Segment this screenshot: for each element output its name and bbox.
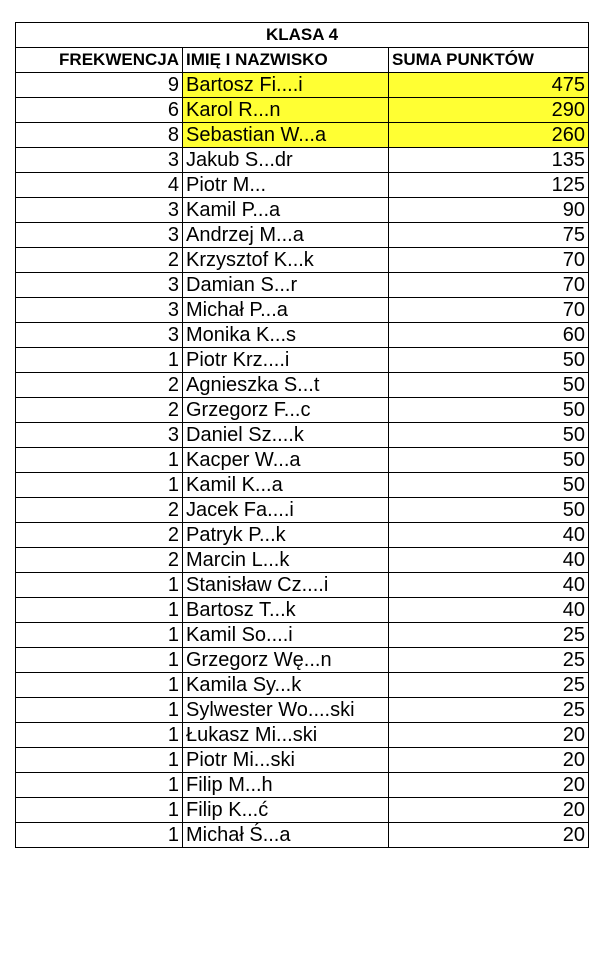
table-row [16, 298, 589, 323]
table-row [16, 173, 589, 198]
cell-suma-punktow: 25 [389, 623, 589, 648]
cell-frekwencja: 2 [16, 373, 183, 398]
cell-imie-nazwisko: Marcin L...k [183, 548, 389, 573]
cell-frekwencja: 3 [16, 198, 183, 223]
cell-suma-punktow: 40 [389, 548, 589, 573]
cell-suma-punktow: 20 [389, 773, 589, 798]
cell-suma-punktow: 40 [389, 523, 589, 548]
cell-suma-punktow: 125 [389, 173, 589, 198]
cell-imie-nazwisko: Grzegorz Wę...n [183, 648, 389, 673]
cell-suma-punktow: 75 [389, 223, 589, 248]
cell-frekwencja: 1 [16, 723, 183, 748]
table-body [16, 73, 589, 848]
cell-imie-nazwisko: Monika K...s [183, 323, 389, 348]
header-row [16, 48, 589, 73]
cell-suma-punktow: 70 [389, 248, 589, 273]
cell-imie-nazwisko: Piotr Mi...ski [183, 748, 389, 773]
cell-frekwencja: 3 [16, 323, 183, 348]
cell-frekwencja: 1 [16, 698, 183, 723]
cell-suma-punktow: 50 [389, 473, 589, 498]
table-row [16, 423, 589, 448]
cell-imie-nazwisko: Filip M...h [183, 773, 389, 798]
cell-frekwencja: 8 [16, 123, 183, 148]
cell-suma-punktow: 50 [389, 398, 589, 423]
cell-imie-nazwisko: Krzysztof K...k [183, 248, 389, 273]
cell-frekwencja: 1 [16, 348, 183, 373]
cell-imie-nazwisko: Kacper W...a [183, 448, 389, 473]
table-row [16, 73, 589, 98]
cell-frekwencja: 2 [16, 398, 183, 423]
cell-imie-nazwisko: Grzegorz F...c [183, 398, 389, 423]
table-row [16, 198, 589, 223]
cell-suma-punktow: 25 [389, 673, 589, 698]
table-row [16, 698, 589, 723]
cell-suma-punktow: 260 [389, 123, 589, 148]
table-row [16, 273, 589, 298]
cell-suma-punktow: 70 [389, 273, 589, 298]
ranking-table [15, 22, 589, 848]
cell-imie-nazwisko: Jakub S...dr [183, 148, 389, 173]
cell-frekwencja: 3 [16, 148, 183, 173]
cell-imie-nazwisko: Filip K...ć [183, 798, 389, 823]
cell-frekwencja: 3 [16, 423, 183, 448]
table-row [16, 523, 589, 548]
table-row [16, 748, 589, 773]
cell-suma-punktow: 20 [389, 723, 589, 748]
cell-imie-nazwisko: Michał P...a [183, 298, 389, 323]
header-frekwencja: FREKWENCJA [16, 48, 183, 73]
cell-imie-nazwisko: Agnieszka S...t [183, 373, 389, 398]
table-row [16, 648, 589, 673]
table-row [16, 373, 589, 398]
cell-imie-nazwisko: Karol R...n [183, 98, 389, 123]
cell-frekwencja: 2 [16, 523, 183, 548]
cell-imie-nazwisko: Kamila Sy...k [183, 673, 389, 698]
cell-suma-punktow: 60 [389, 323, 589, 348]
cell-frekwencja: 1 [16, 473, 183, 498]
cell-frekwencja: 3 [16, 223, 183, 248]
cell-frekwencja: 1 [16, 773, 183, 798]
cell-suma-punktow: 40 [389, 573, 589, 598]
cell-frekwencja: 6 [16, 98, 183, 123]
cell-imie-nazwisko: Kamil So....i [183, 623, 389, 648]
cell-imie-nazwisko: Stanisław Cz....i [183, 573, 389, 598]
cell-imie-nazwisko: Kamil K...a [183, 473, 389, 498]
cell-imie-nazwisko: Andrzej M...a [183, 223, 389, 248]
cell-suma-punktow: 25 [389, 698, 589, 723]
table-row [16, 673, 589, 698]
table-row [16, 348, 589, 373]
cell-suma-punktow: 50 [389, 373, 589, 398]
cell-frekwencja: 1 [16, 648, 183, 673]
cell-imie-nazwisko: Piotr M... [183, 173, 389, 198]
table-title: KLASA 4 [16, 23, 589, 48]
cell-frekwencja: 3 [16, 273, 183, 298]
cell-imie-nazwisko: Kamil P...a [183, 198, 389, 223]
table-row [16, 148, 589, 173]
cell-frekwencja: 3 [16, 298, 183, 323]
cell-suma-punktow: 70 [389, 298, 589, 323]
table-row [16, 573, 589, 598]
cell-frekwencja: 2 [16, 498, 183, 523]
cell-frekwencja: 1 [16, 623, 183, 648]
table-row [16, 248, 589, 273]
table-row [16, 548, 589, 573]
cell-suma-punktow: 25 [389, 648, 589, 673]
table-row [16, 798, 589, 823]
cell-suma-punktow: 50 [389, 498, 589, 523]
cell-suma-punktow: 50 [389, 448, 589, 473]
table-row [16, 98, 589, 123]
cell-frekwencja: 1 [16, 448, 183, 473]
table-row [16, 498, 589, 523]
cell-suma-punktow: 20 [389, 798, 589, 823]
cell-frekwencja: 1 [16, 573, 183, 598]
table-row [16, 723, 589, 748]
cell-imie-nazwisko: Daniel Sz....k [183, 423, 389, 448]
table-row [16, 773, 589, 798]
cell-frekwencja: 1 [16, 748, 183, 773]
cell-frekwencja: 1 [16, 798, 183, 823]
cell-imie-nazwisko: Piotr Krz....i [183, 348, 389, 373]
table-row [16, 223, 589, 248]
cell-suma-punktow: 290 [389, 98, 589, 123]
cell-frekwencja: 2 [16, 548, 183, 573]
table-row [16, 398, 589, 423]
cell-suma-punktow: 50 [389, 348, 589, 373]
header-suma-punktow: SUMA PUNKTÓW [389, 48, 589, 73]
cell-imie-nazwisko: Damian S...r [183, 273, 389, 298]
table-row [16, 473, 589, 498]
cell-suma-punktow: 20 [389, 748, 589, 773]
cell-imie-nazwisko: Patryk P...k [183, 523, 389, 548]
cell-imie-nazwisko: Sylwester Wo....ski [183, 698, 389, 723]
cell-frekwencja: 1 [16, 673, 183, 698]
cell-imie-nazwisko: Bartosz Fi....i [183, 73, 389, 98]
table-row [16, 123, 589, 148]
cell-imie-nazwisko: Jacek Fa....i [183, 498, 389, 523]
cell-frekwencja: 2 [16, 248, 183, 273]
cell-frekwencja: 1 [16, 823, 183, 848]
cell-suma-punktow: 40 [389, 598, 589, 623]
table-row [16, 823, 589, 848]
cell-imie-nazwisko: Bartosz T...k [183, 598, 389, 623]
cell-frekwencja: 9 [16, 73, 183, 98]
cell-suma-punktow: 90 [389, 198, 589, 223]
title-row [16, 23, 589, 48]
table-row [16, 323, 589, 348]
cell-frekwencja: 1 [16, 598, 183, 623]
cell-suma-punktow: 475 [389, 73, 589, 98]
cell-suma-punktow: 20 [389, 823, 589, 848]
cell-suma-punktow: 135 [389, 148, 589, 173]
table-row [16, 598, 589, 623]
header-imie-nazwisko: IMIĘ I NAZWISKO [183, 48, 389, 73]
table-row [16, 623, 589, 648]
cell-suma-punktow: 50 [389, 423, 589, 448]
cell-imie-nazwisko: Michał Ś...a [183, 823, 389, 848]
cell-frekwencja: 4 [16, 173, 183, 198]
cell-imie-nazwisko: Łukasz Mi...ski [183, 723, 389, 748]
cell-imie-nazwisko: Sebastian W...a [183, 123, 389, 148]
table-row [16, 448, 589, 473]
